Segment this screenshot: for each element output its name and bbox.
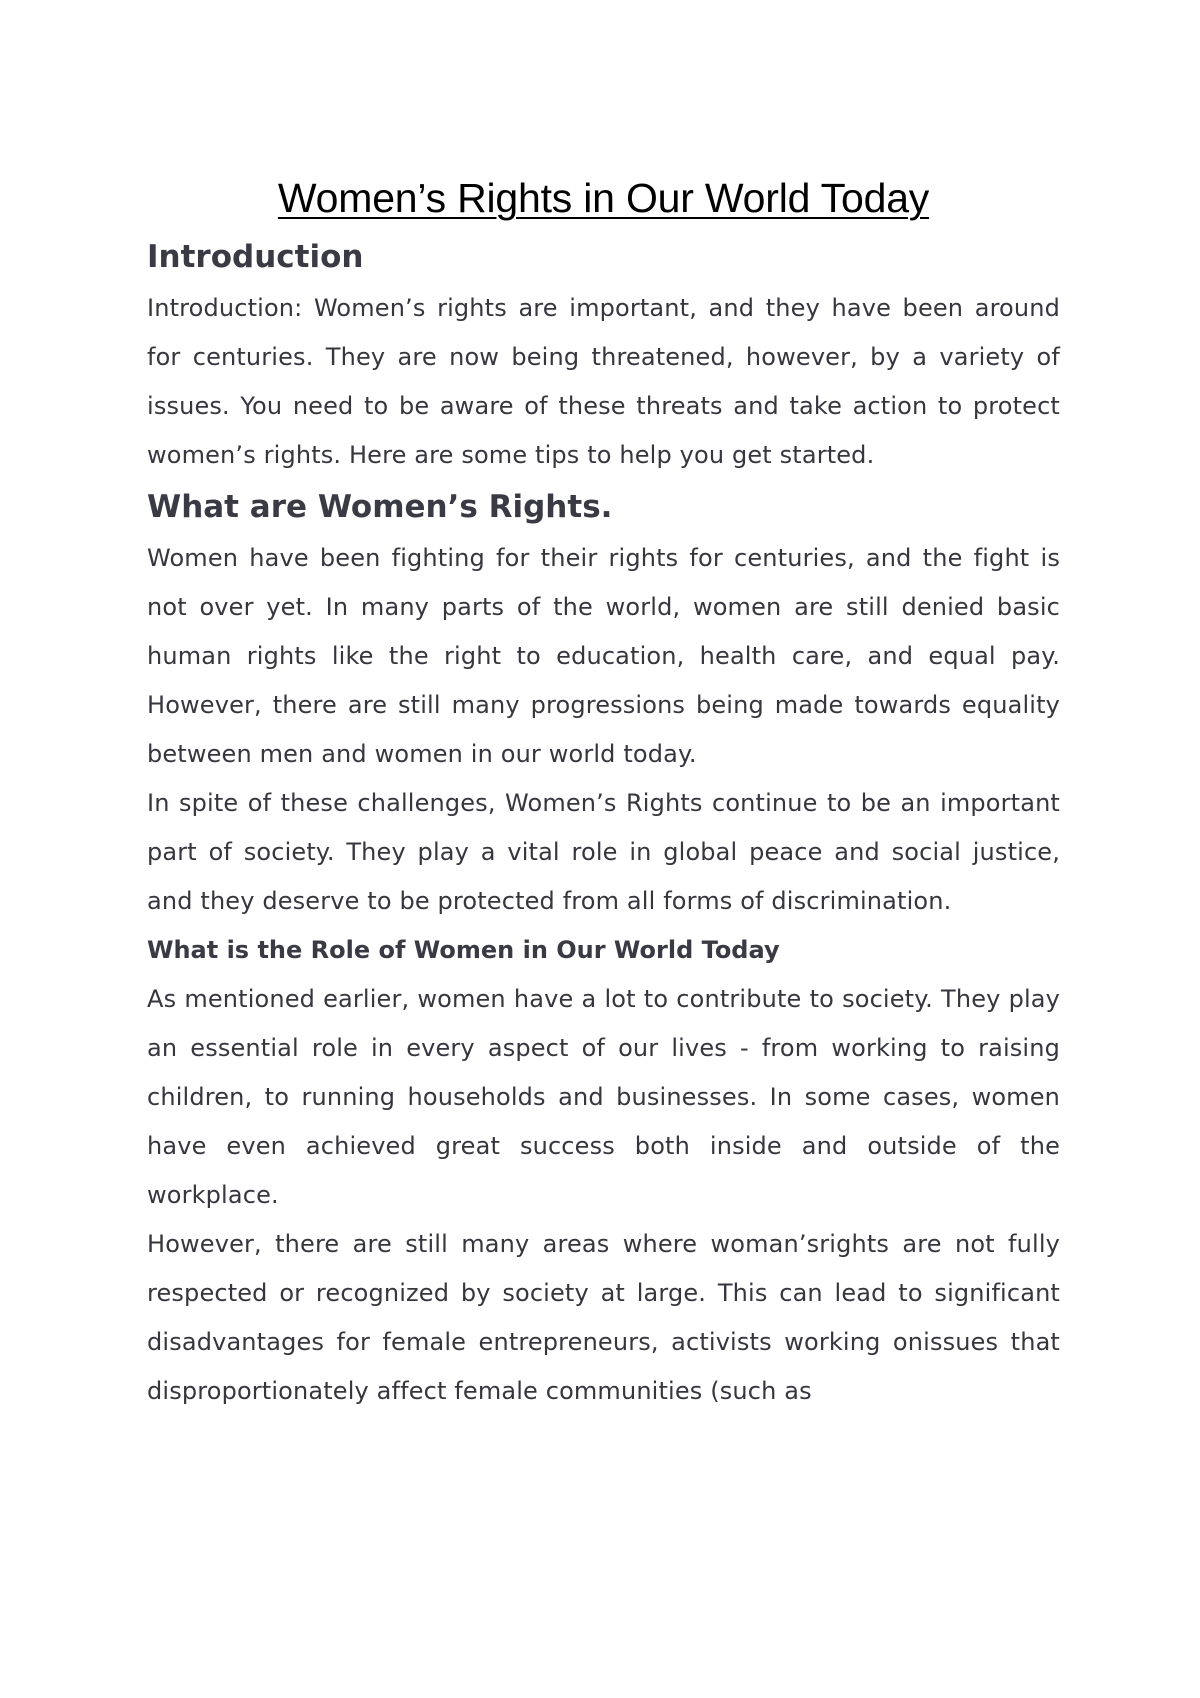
paragraph: In spite of these challenges, Women’s Rights continue to be an important part of society. They play a vital role in global peace and social justice, and they deserve to be protected from all forms of discrimination.	[147, 789, 1060, 915]
paragraph: As mentioned earlier, women have a lot to contribute to society. They play an essential role in every aspect of our lives - from working to raising children, to running households and businesses. In some cases, women have even achieved great success both inside and outside of the workplace.	[147, 985, 1060, 1209]
paragraph: Women have been fighting for their rights for centuries, and the fight is not over yet. In many parts of the world, women are still denied basic human rights like the right to education, health care, and equal pay. However, there are still many progressions being made towards equality between men and women in our world today.	[147, 544, 1060, 768]
section-heading-what-are-womens-rights: What are Women’s Rights.	[147, 489, 613, 525]
paragraph: Introduction: Women’s rights are important, and they have been around for centuries. They are now being threatened, however, by a variety of issues. You need to be aware of these threats and take action to protect women’s rights. Here are some tips to help you get started.	[147, 294, 1060, 469]
section-heading-introduction: Introduction	[147, 239, 364, 275]
document-title: Women’s Rights in Our World Today	[277, 175, 930, 221]
document-page	[147, 170, 1060, 1416]
section-heading-role-of-women: What is the Role of Women in Our World Today	[147, 936, 780, 964]
paragraph: However, there are still many areas where woman’srights are not fully respected or recognized by society at large. This can lead to significant disadvantages for female entrepreneurs, activists working onissues that disproportionately affect female communities (such as	[147, 1230, 1060, 1405]
